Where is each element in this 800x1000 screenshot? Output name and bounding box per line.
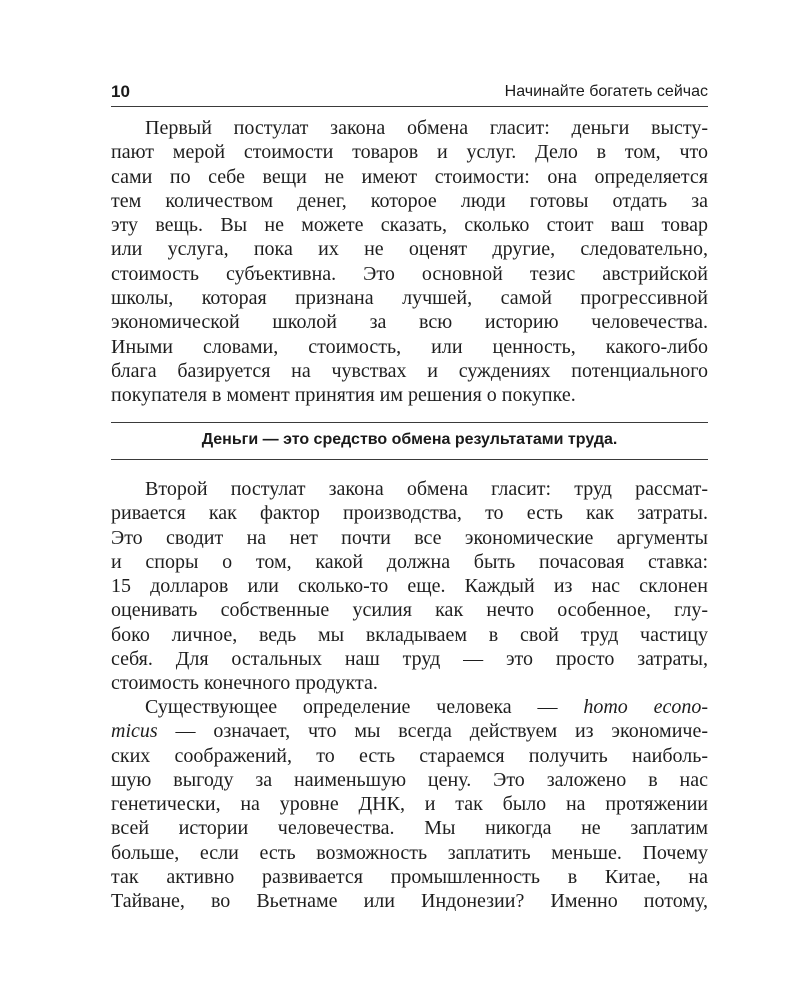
running-title: Начинайте богатеть сейчас [504, 83, 708, 100]
text-line: экономической школой за всю историю человечества. [111, 311, 708, 334]
text-line: или услуга, пока их не оценят другие, следовательно, [111, 238, 708, 261]
text-line: Иными словами, стоимость, или ценность, какого-либо [111, 335, 708, 358]
text-segment: Существующее определение человека — [145, 696, 584, 718]
text-line: сами по себе вещи не имеют стоимости: она определяется [111, 165, 708, 188]
latin-term: micus [111, 720, 158, 743]
text-line: генетически, на уровне ДНК, и так было на протяжении [111, 793, 708, 816]
paragraph-2 [111, 477, 708, 696]
text-line: эту вещь. Вы не можете сказать, сколько стоит ваш товар [111, 214, 708, 237]
text-line: ривается как фактор производства, то есть как затраты. [111, 502, 708, 525]
text-line: оценивать собственные усилия как нечто особенное, глу- [111, 599, 708, 622]
latin-term: homo econo- [583, 696, 708, 718]
text-line: Второй постулат закона обмена гласит: труд рассмат- [145, 478, 708, 500]
text-line: пают мерой стоимости товаров и услуг. Дело в том, что [111, 141, 708, 164]
text-line: Это сводит на нет почти все экономические аргументы [111, 526, 708, 549]
text-line: Тайване, во Вьетнаме или Индонезии? Именно потому, [111, 890, 708, 913]
text-line: 15 долларов или сколько-то еще. Каждый из нас склонен [111, 575, 708, 598]
text-line [111, 719, 708, 743]
paragraph-1 [111, 116, 708, 408]
text-line: больше, если есть возможность заплатить меньше. Почему [111, 841, 708, 864]
text-line [111, 695, 708, 719]
pull-quote: Деньги — это средство обмена результатами труда. [111, 422, 708, 460]
text-line: школы, которая признана лучшей, самой прогрессивной [111, 287, 708, 310]
text-line: Первый постулат закона обмена гласит: деньги высту- [145, 117, 708, 139]
text-line: покупателя в момент принятия им решения о покупке. [111, 384, 576, 407]
text-line: боко личное, ведь мы вкладываем в свой труд частицу [111, 623, 708, 646]
running-header [111, 82, 708, 107]
text-line: себя. Для остальных наш труд — это просто затраты, [111, 648, 708, 671]
text-line: тем количеством денег, которое люди готовы отдать за [111, 189, 708, 212]
text-line: стоимость конечного продукта. [111, 672, 378, 695]
text-line: блага базируется на чувствах и суждениях потенциального [111, 359, 708, 382]
text-line: всей истории человечества. Мы никогда не заплатим [111, 817, 708, 840]
text-line: так активно развивается промышленность в Китае, на [111, 866, 708, 889]
text-line: стоимость субъективна. Это основной тезис австрийской [111, 262, 708, 285]
text-line: и споры о том, какой должна быть почасовая ставка: [111, 550, 708, 573]
text-segment: — означает, что мы всегда действуем из экономиче- [157, 720, 708, 743]
page-number: 10 [111, 82, 130, 101]
text-line: ских соображений, то есть стараемся получить наиболь- [111, 744, 708, 767]
paragraph-3 [111, 695, 708, 914]
text-line: шую выгоду за наименьшую цену. Это заложено в нас [111, 768, 708, 791]
